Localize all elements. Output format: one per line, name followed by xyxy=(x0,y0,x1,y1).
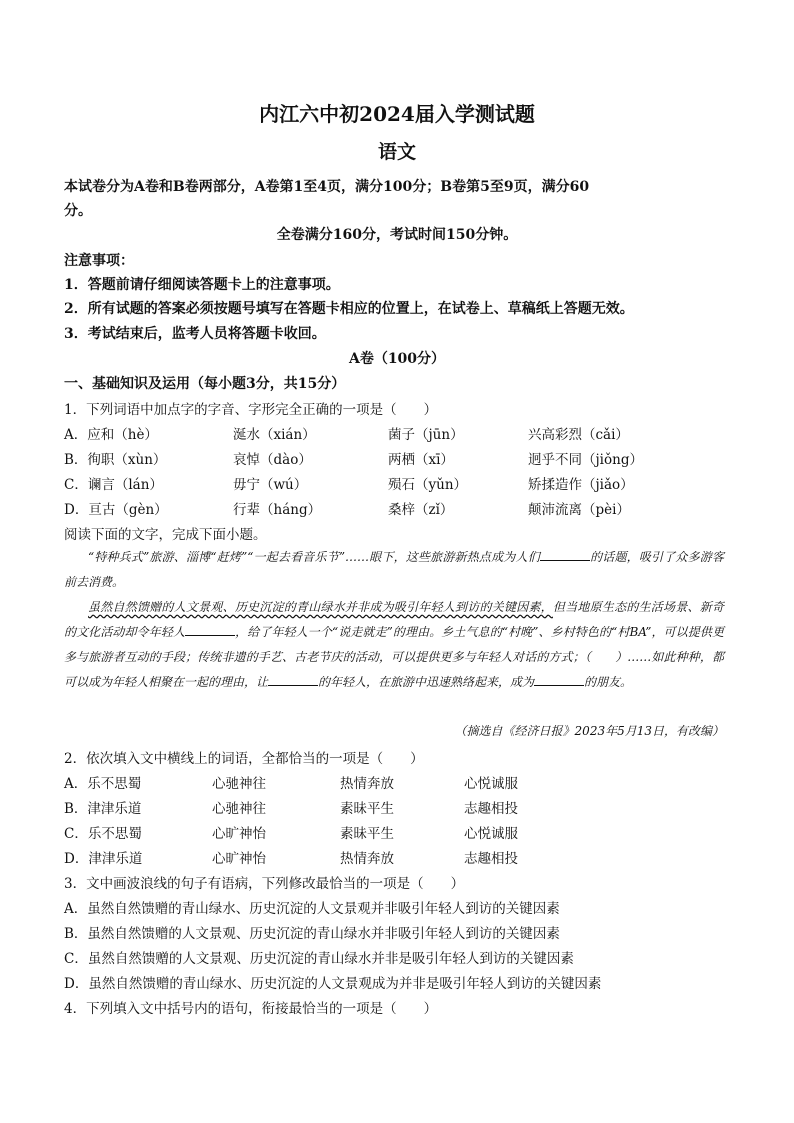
q1-option-a-word-1: A．应和（hè） xyxy=(64,427,158,443)
note-item-1: 1．答题前请仔细阅读答题卡上的注意事项。 xyxy=(64,277,340,293)
q1-option-b-word-3: 两栖（xī） xyxy=(388,452,454,468)
q1-option-c-word-1: C．谰言（lán） xyxy=(64,477,163,493)
full-score-line: 全卷满分160分，考试时间150分钟。 xyxy=(276,227,518,243)
q2-option-d-word-1: D．津津乐道 xyxy=(64,851,143,867)
q2-option-c-word-1: C．乐不思蜀 xyxy=(64,826,142,842)
q2-option-c-word-3: 素昧平生 xyxy=(340,826,394,842)
note-item-3: 3．考试结束后，监考人员将答题卡收回。 xyxy=(64,326,326,342)
q1-option-d-word-2: 行辈（háng） xyxy=(233,502,322,518)
wavy-underlined-sentence: 虽然自然馈赠的人文景观、历史沉淀的青山绿水并非成为吸引年轻人到访的关键因素， xyxy=(88,600,553,614)
q2-option-c-word-2: 心旷神怡 xyxy=(212,826,266,842)
question-1-stem: 1．下列词语中加点字的字音、字形完全正确的一项是（ ） xyxy=(64,402,438,418)
intro-line-2: 分。 xyxy=(64,203,92,219)
passage-paragraph-1: “特种兵式”旅游、淄博“赶烤”“一起去看音乐节”……眼下，这些旅游新热点成为人们 的话题，吸引了众多游客前去消费。 xyxy=(64,550,724,589)
q1-option-d-word-4: 颠沛流离（pèi） xyxy=(528,502,630,518)
q1-option-c-word-2: 毋宁（wú） xyxy=(233,477,308,493)
question-2-stem: 2．依次填入文中横线上的词语，全都恰当的一项是（ ） xyxy=(64,751,424,767)
q2-option-d-word-3: 热情奔放 xyxy=(340,851,394,867)
subject-title: 语文 xyxy=(377,141,416,163)
q1-option-c-word-3: 殒石（yǔn） xyxy=(388,477,468,493)
q2-option-a-word-2: 心驰神往 xyxy=(212,776,266,792)
passage-paragraph-2: 虽然自然馈赠的人文景观、历史沉淀的青山绿水并非成为吸引年轻人到访的关键因素，但当地原生态的生活场景、新奇的文化活动却令年轻人 ，给了年轻人一个“说走就走”的理由。乡土气息的“村晚”、乡村特色的“村BA”，可以提供更多与旅游者互动的手段；传统非遗的手艺、古老节庆的活动，可以提供更多与年轻人对话的方式；（ ）……如此种种，都可以成为年轻人相聚在一起的理由，让 的年轻人，在旅游中迅速熟络起来，成为 的朋友。 xyxy=(64,600,724,689)
question-3-stem: 3．文中画波浪线的句子有语病，下列修改最恰当的一项是（ ） xyxy=(64,876,465,892)
q1-option-b-word-1: B．徇职（xùn） xyxy=(64,452,167,468)
note-item-2: 2．所有试题的答案必须按题号填写在答题卡相应的位置上，在试卷上、草稿纸上答题无效。 xyxy=(64,301,634,317)
exam-title: 内江六中初2024届入学测试题 xyxy=(259,102,535,126)
blank-2 xyxy=(185,623,235,636)
q2-option-a-word-1: A．乐不思蜀 xyxy=(64,776,142,792)
q3-option-d: D．虽然自然馈赠的青山绿水、历史沉淀的人文景观成为并非是吸引年轻人到访的关键因素 xyxy=(64,976,602,992)
q2-option-d-word-4: 志趣相投 xyxy=(464,851,518,867)
q3-option-a: A．虽然自然馈赠的青山绿水、历史沉淀的人文景观并非吸引年轻人到访的关键因素 xyxy=(64,901,560,917)
volume-heading: A卷（100分） xyxy=(348,351,446,367)
part-one-heading: 一、基础知识及运用（每小题3分，共15分） xyxy=(64,376,346,392)
reading-passage xyxy=(64,545,724,695)
q3-option-b: B．虽然自然馈赠的人文景观、历史沉淀的青山绿水并非吸引年轻人到访的关键因素 xyxy=(64,926,560,942)
q1-option-a-word-2: 涎水（xián） xyxy=(233,427,316,443)
q1-option-a-word-4: 兴高彩烈（cǎi） xyxy=(528,427,629,443)
q2-option-d-word-2: 心旷神怡 xyxy=(212,851,266,867)
q3-option-c: C．虽然自然馈赠的人文景观、历史沉淀的青山绿水并非是吸引年轻人到访的关键因素 xyxy=(64,951,574,967)
q1-option-a-word-3: 菌子（jūn） xyxy=(388,427,464,443)
blank-4 xyxy=(534,673,584,686)
q2-option-a-word-4: 心悦诚服 xyxy=(464,776,518,792)
q2-option-b-word-4: 志趣相投 xyxy=(464,801,518,817)
q2-option-b-word-1: B．津津乐道 xyxy=(64,801,142,817)
q1-option-d-word-1: D．亘古（gèn） xyxy=(64,502,168,518)
question-4-stem: 4．下列填入文中括号内的语句，衔接最恰当的一项是（ ） xyxy=(64,1001,438,1017)
q2-option-b-word-2: 心驰神往 xyxy=(212,801,266,817)
reading-intro: 阅读下面的文字，完成下面小题。 xyxy=(64,527,267,543)
blank-1 xyxy=(540,548,590,561)
q2-option-a-word-3: 热情奔放 xyxy=(340,776,394,792)
q1-option-b-word-4: 迥乎不同（jiǒng） xyxy=(528,452,643,468)
notes-heading: 注意事项： xyxy=(64,253,134,269)
intro-line-1: 本试卷分为A卷和B卷两部分，A卷第1至4页，满分100分；B卷第5至9页，满分60 xyxy=(64,179,590,195)
q2-option-b-word-3: 素昧平生 xyxy=(340,801,394,817)
passage-source: （摘选自《经济日报》2023年5月13日，有改编） xyxy=(454,724,724,738)
q1-option-b-word-2: 哀悼（dào） xyxy=(233,452,312,468)
q1-option-c-word-4: 矫揉造作（jiǎo） xyxy=(528,477,634,493)
blank-3 xyxy=(268,673,318,686)
q1-option-d-word-3: 桑梓（zǐ） xyxy=(388,502,454,518)
q2-option-c-word-4: 心悦诚服 xyxy=(464,826,518,842)
